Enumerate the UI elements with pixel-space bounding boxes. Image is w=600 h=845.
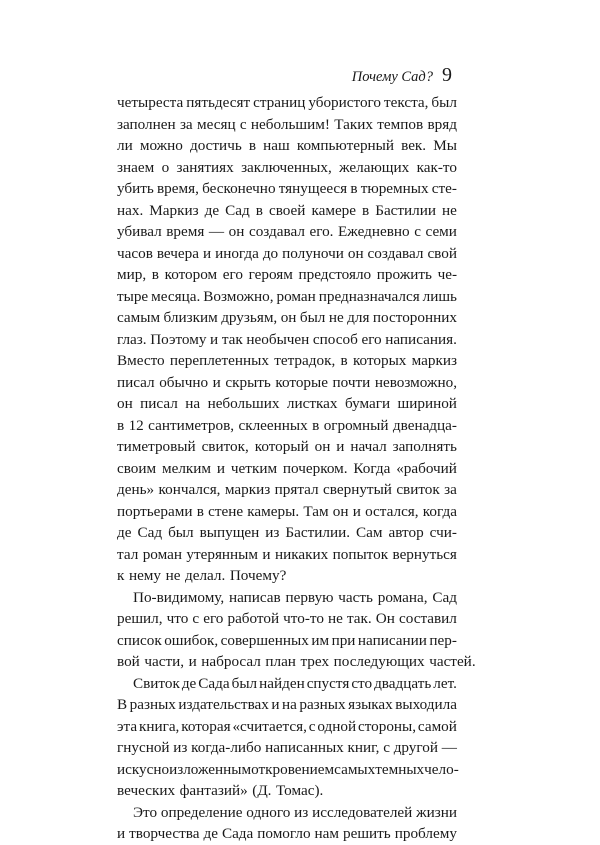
text-line: к нему не делал. Почему? [117, 567, 287, 584]
text-line: По-видимому, написав первую часть романа, Сад [133, 588, 457, 606]
text-line: искусно изложенным откровением самых темных чело- [117, 760, 459, 778]
text-line: вой части, и набросал план трех последующих частей. [117, 653, 476, 670]
text-line: убить время, бесконечно тянущееся в тюремных сте- [117, 180, 457, 197]
text-line: заполнен за месяц с небольшим! Таких темпов вряд [117, 115, 457, 133]
text-line: самым близким друзьям, он был не для посторонних [117, 309, 457, 326]
text-line: гнусной из когда-либо написанных книг, с другой — [117, 739, 457, 756]
text-line: тал роман утерянным и никаких попыток вернуться [117, 545, 457, 563]
text-line: в 12 сантиметров, склеенных в огромный двенадца- [117, 416, 457, 434]
text-line: глаз. Поэтому и так необычен способ его написания. [117, 330, 457, 348]
running-header [352, 64, 452, 87]
text-line: знаем о занятиях заключенных, желающих как-то [117, 158, 457, 176]
text-line: он писал на небольших листках бумаги шириной [117, 395, 457, 412]
text-line: портьерами в стене камеры. Там он и остался, когда [117, 502, 457, 520]
text-line: тыре месяца. Возможно, роман предназначался лишь [117, 287, 457, 305]
text-line: Вместо переплетенных тетрадок, в которых маркиз [117, 352, 457, 369]
text-line: веческих фантазий» (Д. Томас). [117, 782, 324, 799]
text-line: Это определение одного из исследователей жизни [133, 803, 457, 821]
text-line: де Сад был выпущен из Бастилии. Сам автор счи- [117, 524, 457, 541]
text-line: своим мелким и четким почерком. Когда «рабочий [117, 459, 457, 477]
body-text [117, 92, 476, 845]
text-line: писал обычно и скрыть которые почти невозможно, [117, 373, 457, 391]
text-line: мир, в котором его героям предстояло прожить че- [117, 266, 457, 283]
text-line: эта книга, которая «считается, с одной стороны, самой [117, 717, 457, 735]
page-number: 9 [442, 64, 452, 86]
text-line: часов вечера и иногда до полуночи он создавал свой [117, 244, 457, 262]
text-line: Свиток де Сада был найден спустя сто двадцать лет. [133, 674, 457, 692]
text-line: день» кончался, маркиз прятал свернутый свиток за [117, 481, 457, 498]
text-line: решил, что с его работой что-то не так. Он составил [117, 610, 457, 627]
text-line: нах. Маркиз де Сад в своей камере в Бастилии не [117, 201, 457, 219]
text-line: В разных издательствах и на разных языках выходила [117, 696, 457, 713]
running-title: Почему Сад? [351, 69, 433, 85]
text-line: и творчества де Сада помогло нам решить проблему [117, 825, 457, 842]
text-line: ли можно достичь в наш компьютерный век. Мы [117, 137, 457, 154]
text-line: четыреста пятьдесят страниц убористого текста, был [117, 94, 457, 111]
text-line: тиметровый свиток, который он и начал заполнять [117, 438, 457, 455]
text-line: убивал время — он создавал его. Ежедневно с семи [117, 223, 457, 240]
text-line: список ошибок, совершенных им при написании пер- [117, 631, 457, 649]
